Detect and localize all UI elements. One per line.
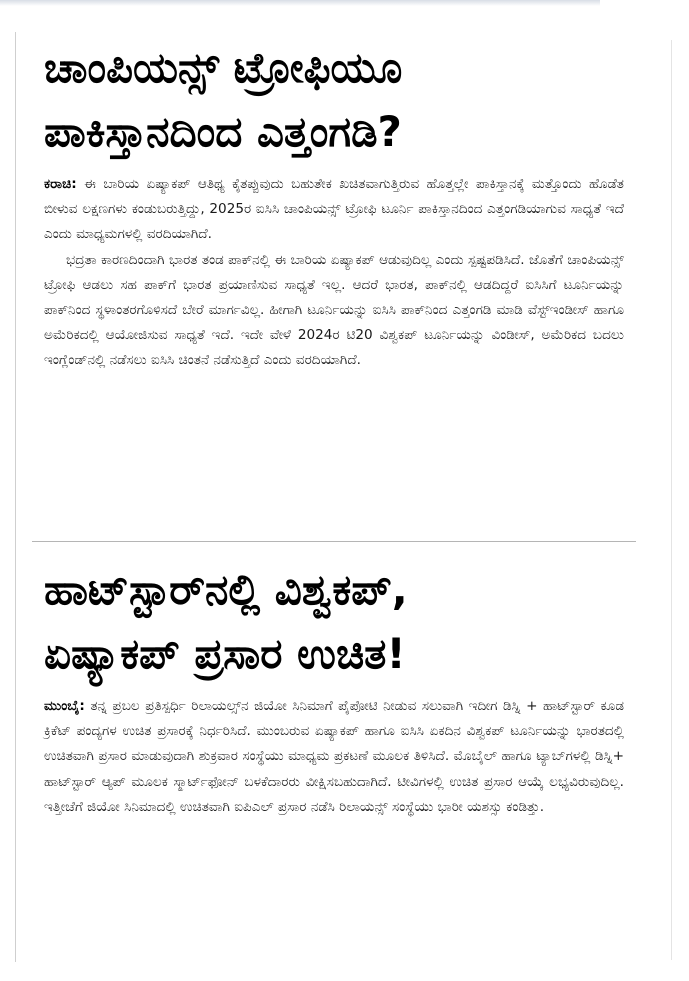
article-2-dateline: ಮುಂಬೈ: [44,698,85,714]
article-2-body [44,694,624,820]
article-2-paragraph-1-text: ತನ್ನ ಪ್ರಬಲ ಪ್ರತಿಸ್ಪರ್ಧಿ ರಿಲಾಯಲ್ಸ್‌ನ ಜಿಯೋ ಸಿನಿಮಾಗೆ ಪೈಪೋಟಿ ನೀಡುವ ಸಲುವಾಗಿ ಇದೀಗ ಡಿಸ್ನಿ + ಹಾಟ್‌ಸ್ಟಾರ್ ಕೂಡ ಕ್ರಿಕೆಟ್ ಪಂದ್ಯಗಳ ಉಚಿತ ಪ್ರಸಾರಕ್ಕೆ ನಿರ್ಧರಿಸಿದೆ. ಮುಂಬರುವ ಏಷ್ಯಾಕಪ್ ಹಾಗೂ ಐಸಿಸಿ ಏಕದಿನ ವಿಶ್ವಕಪ್ ಟೂರ್ನಿಯನ್ನು ಭಾರತದಲ್ಲಿ ಉಚಿತವಾಗಿ ಪ್ರಸಾರ ಮಾಡುವುದಾಗಿ ಶುಕ್ರವಾರ ಸಂಸ್ಥೆಯು ಮಾಧ್ಯಮ ಪ್ರಕಟಣೆ ಮೂಲಕ ತಿಳಿಸಿದೆ. ಮೊಬೈಲ್ ಹಾಗೂ ಟ್ಯಾಬ್‌ಗಳಲ್ಲಿ ಡಿಸ್ನಿ+ ಹಾಟ್‌ಸ್ಟಾರ್ ಆ್ಯಪ್ ಮೂಲಕ ಸ್ಮಾರ್ಟ್‌ಫೋನ್ ಬಳಕೆದಾರರು ವೀಕ್ಷಿಸಬಹುದಾಗಿದೆ. ಟೀವಿಗಳಲ್ಲಿ ಉಚಿತ ಪ್ರಸಾರ ಆಯ್ಕೆ ಲಭ್ಯವಿರುವುದಿಲ್ಲ. ಇತ್ತೀಚೆಗೆ ಜಿಯೋ ಸಿನಿಮಾದಲ್ಲಿ ಉಚಿತವಾಗಿ ಐಪಿಎಲ್ ಪ್ರಸಾರ ನಡೆಸಿ ರಿಲಾಯನ್ಸ್ ಸಂಸ್ಥೆಯು ಭಾರೀ ಯಶಸ್ಸು ಕಂಡಿತ್ತು. [44,698,624,815]
article-champions-trophy [44,36,624,374]
article-1-dateline: ಕರಾಚಿ: [44,176,77,192]
article-2-headline-line-1: ಹಾಟ್‌ಸ್ಟಾರ್‌ನಲ್ಲಿ ವಿಶ್ವಕಪ್, [44,565,408,614]
article-1-headline-line-1: ಚಾಂಪಿಯನ್ಸ್ ಟ್ರೋಫಿಯೂ [44,43,403,92]
article-1-paragraph-2: ಭದ್ರತಾ ಕಾರಣದಿಂದಾಗಿ ಭಾರತ ತಂಡ ಪಾಕ್‌ನಲ್ಲಿ ಈ ಬಾರಿಯ ಏಷ್ಯಾಕಪ್ ಆಡುವುದಿಲ್ಲ ಎಂದು ಸ್ಪಷ್ಟಪಡಿಸಿದೆ. ಜೊತೆಗೆ ಚಾಂಪಿಯನ್ಸ್ ಟ್ರೋಫಿ ಆಡಲು ಸಹ ಪಾಕ್‌ಗೆ ಭಾರತ ಪ್ರಯಾಣಿಸುವ ಸಾಧ್ಯತೆ ಇಲ್ಲ. ಆದರೆ ಭಾರತ, ಪಾಕ್‌ನಲ್ಲಿ ಆಡದಿದ್ದರೆ ಐಸಿಸಿಗೆ ಟೂರ್ನಿಯನ್ನು ಪಾಕ್‌ನಿಂದ ಸ್ಥಳಾಂತರಗೊಳಿಸದೆ ಬೇರೆ ಮಾರ್ಗವಿಲ್ಲ. ಹೀಗಾಗಿ ಟೂರ್ನಿಯನ್ನು ಐಸಿಸಿ ಪಾಕ್‌ನಿಂದ ಎತ್ತಂಗಡಿ ಮಾಡಿ ವೆಸ್ಟ್‌ಇಂಡೀಸ್ ಹಾಗೂ ಅಮೆರಿಕದಲ್ಲಿ ಆಯೋಜಿಸುವ ಸಾಧ್ಯತೆ ಇದೆ. ಇದೇ ವೇಳೆ 2024ರ ಟಿ20 ವಿಶ್ವಕಪ್ ಟೂರ್ನಿಯನ್ನು ವಿಂಡೀಸ್, ಅಮೆರಿಕದ ಬದಲು ಇಂಗ್ಲೆಂಡ್‌ನಲ್ಲಿ ನಡೆಸಲು ಐಸಿಸಿ ಚಿಂತನೆ ನಡೆಸುತ್ತಿದೆ ಎಂದು ವರದಿಯಾಗಿದೆ. [44,251,624,369]
left-column-edge [15,32,16,962]
article-divider [32,541,636,542]
right-column-edge [671,40,672,960]
article-hotstar-free-streaming [44,558,624,820]
article-1-headline [44,36,624,164]
article-1-body [44,172,624,374]
article-1-headline-line-2: ಪಾಕಿಸ್ತಾನದಿಂದ ಎತ್ತಂಗಡಿ? [44,107,402,156]
article-2-paragraph-1 [44,694,624,820]
top-rule [0,0,600,6]
article-1-paragraph-1 [44,172,624,248]
article-2-headline-line-2: ಏಷ್ಯಾಕಪ್ ಪ್ರಸಾರ ಉಚಿತ! [44,629,406,678]
article-1-paragraph-1-text: ಈ ಬಾರಿಯ ಏಷ್ಯಾಕಪ್ ಆತಿಥ್ಯ ಕೈತಪ್ಪುವುದು ಬಹುತೇಕ ಖಚಿತವಾಗುತ್ತಿರುವ ಹೊತ್ತಲ್ಲೇ ಪಾಕಿಸ್ತಾನಕ್ಕೆ ಮತ್ತೊಂದು ಹೊಡೆತ ಬೀಳುವ ಲಕ್ಷಣಗಳು ಕಂಡುಬರುತ್ತಿದ್ದು, 2025ರ ಐಸಿಸಿ ಚಾಂಪಿಯನ್ಸ್ ಟ್ರೋಫಿ ಟೂರ್ನಿ ಪಾಕಿಸ್ತಾನದಿಂದ ಎತ್ತಂಗಡಿಯಾಗುವ ಸಾಧ್ಯತೆ ಇದೆ ಎಂದು ಮಾಧ್ಯಮಗಳಲ್ಲಿ ವರದಿಯಾಗಿದೆ. [44,176,624,243]
article-2-headline [44,558,624,686]
